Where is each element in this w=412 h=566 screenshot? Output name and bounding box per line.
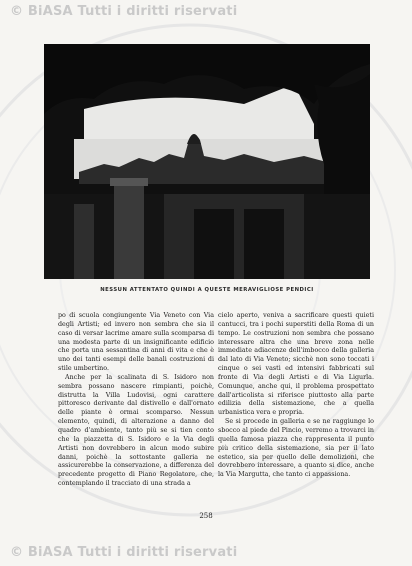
paragraph: po di scuola congiungente Via Veneto con Via degli Artisti; ed invero non sembra che sia il caso di versar lacrime amare sulla scomparsa di una modesta parte di un insignificante edificio che porta una sessantina di anni di vita e che è uno dei tanti esempi delle banali costruzioni di stile umbertino. — [58, 312, 214, 373]
text-column-right — [218, 312, 374, 480]
paragraph: Se si procede in galleria e se ne raggiunge lo sbocco al piede del Pincio, verremo a trovarci in quella famosa piazza che rappresenta il punto più critico della sistemazione, sia per il lato estetico, sia per quello delle demolizioni, che dovrebbero interessare, a quanto si dice, anche la Via Margutta, che tanto ci appassiona. — [218, 418, 374, 479]
page-number: 258 — [199, 512, 213, 520]
watermark-bottom: © BiASA Tutti i diritti riservati — [10, 545, 238, 560]
paragraph: Anche per la scalinata di S. Isidoro non sembra possano nascere rimpianti, poichè, distrutta la Villa Ludovisi, ogni carattere pittoresco derivante dal distivello e dall'ornato delle piante è ormai scomparso. Nessun elemento, quindi, di alterazione a danno del quadro d'ambiente, tanto più se si tien conto che la piazzetta di S. Isidoro e la Via degli Artisti non dovrebbero in alcun modo subire danni, poichè la sottostante galleria ne assicurerebbe la conservazione, a differenza del precedente progetto di Piano Regolatore, che, contemplando il tracciato di una strada a — [58, 373, 214, 488]
paragraph: cielo aperto, veniva a sacrificare questi quieti cantucci, tra i pochi superstiti della Roma di un tempo. Le costruzioni non sembra che possano interessare altra che una breve zona nelle immediate adiacenze dell'imbocco della galleria dal lato di Via Veneto; sicchè non sono toccati i cinque o sei vasti ed intensivi fabbricati sul fronte di Via degli Artisti e di Via Ligurla. Comunque, anche qui, il problema prospettato dall'articolista si riferisce piuttosto alla parte edilizia della sistemazione, che a quella urbanistica vera e propria. — [218, 312, 374, 417]
text-column-left — [58, 312, 214, 489]
photograph-icon — [44, 44, 370, 279]
photograph — [44, 44, 370, 279]
watermark-top: © BiASA Tutti i diritti riservati — [10, 4, 238, 19]
photo-caption: NESSUN ATTENTATO QUINDI A QUESTE MERAVIGLIOSE PENDICI — [100, 287, 314, 293]
